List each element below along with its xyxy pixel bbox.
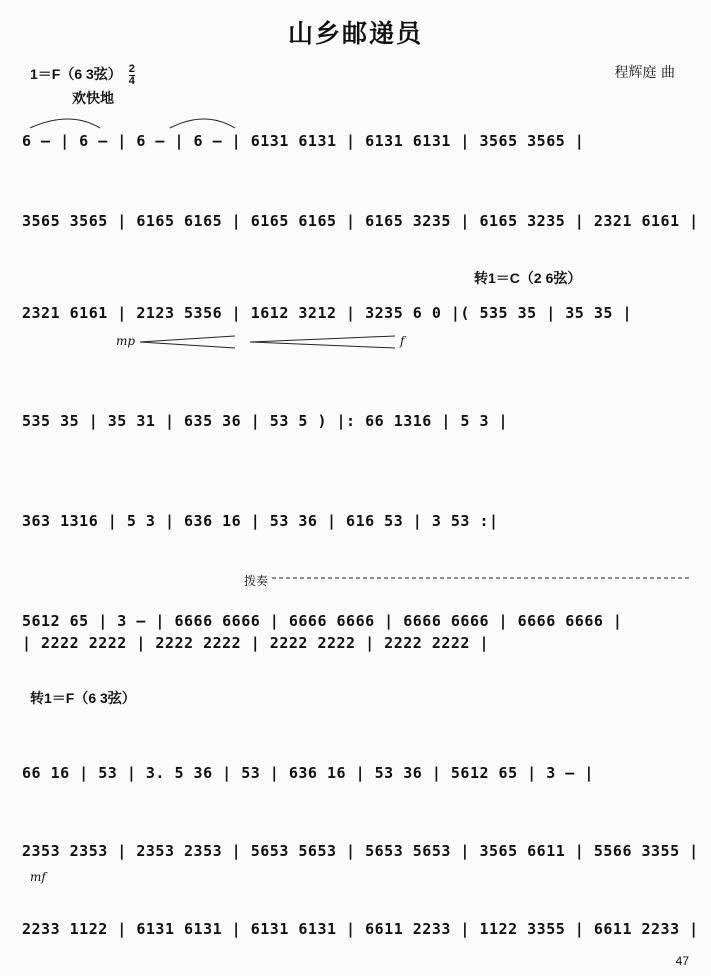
- dynamic-mf: mf: [30, 870, 46, 884]
- score-line-5: 363 1316 | 5 3 | 636 16 | 53 36 | 616 53 | 3 53 :|: [22, 512, 499, 530]
- piece-title: 山乡邮递员: [287, 19, 423, 48]
- score-line-3: 2321 6161 | 2123 5356 | 1612 3212 | 3235 6 0 |( 535 35 | 35 35 |: [22, 304, 632, 322]
- hairpin-mark: [250, 336, 395, 348]
- score-line-6-lower: | 2222 2222 | 2222 2222 | 2222 2222 | 2222 2222 |: [22, 634, 490, 652]
- composer-credit: 程辉庭 曲: [614, 65, 675, 81]
- hairpin-mark: [140, 336, 235, 348]
- slur-mark: [170, 119, 235, 128]
- dynamic-f: f: [400, 334, 405, 348]
- key-signature-text: 1＝F（6 3弦）: [30, 66, 122, 83]
- dynamic-mp: mp: [116, 334, 136, 348]
- score-line-9: 2233 1122 | 6131 6131 | 6131 6131 | 6611 2233 | 1122 3355 | 6611 2233 |: [22, 920, 699, 938]
- score-line-4: 535 35 | 35 31 | 635 36 | 53 5 ) |: 66 1316 | 5 3 |: [22, 412, 509, 430]
- score-line-7: 66 16 | 53 | 3. 5 36 | 53 | 636 16 | 53 36 | 5612 65 | 3 – |: [22, 764, 594, 782]
- pluck-marking: 拨奏: [244, 574, 269, 588]
- score-line-1: 6 – | 6 – | 6 – | 6 – | 6131 6131 | 6131 6131 | 3565 3565 |: [22, 132, 585, 150]
- score-line-8: 2353 2353 | 2353 2353 | 5653 5653 | 5653 5653 | 3565 6611 | 5566 3355 |: [22, 842, 699, 860]
- tempo-marking: 欢快地: [72, 91, 114, 107]
- key-change-c: 转1＝C（2 6弦）: [474, 270, 582, 286]
- slur-mark: [30, 119, 100, 128]
- time-signature-top: 2: [128, 63, 135, 75]
- score-line-6: 5612 65 | 3 – | 6666 6666 | 6666 6666 | 6666 6666 | 6666 6666 |: [22, 612, 623, 630]
- score-line-2: 3565 3565 | 6165 6165 | 6165 6165 | 6165 3235 | 6165 3235 | 2321 6161 |: [22, 212, 699, 230]
- page-number: 47: [675, 954, 689, 968]
- time-signature-bottom: 4: [128, 75, 135, 87]
- key-change-f: 转1＝F（6 3弦）: [30, 690, 136, 706]
